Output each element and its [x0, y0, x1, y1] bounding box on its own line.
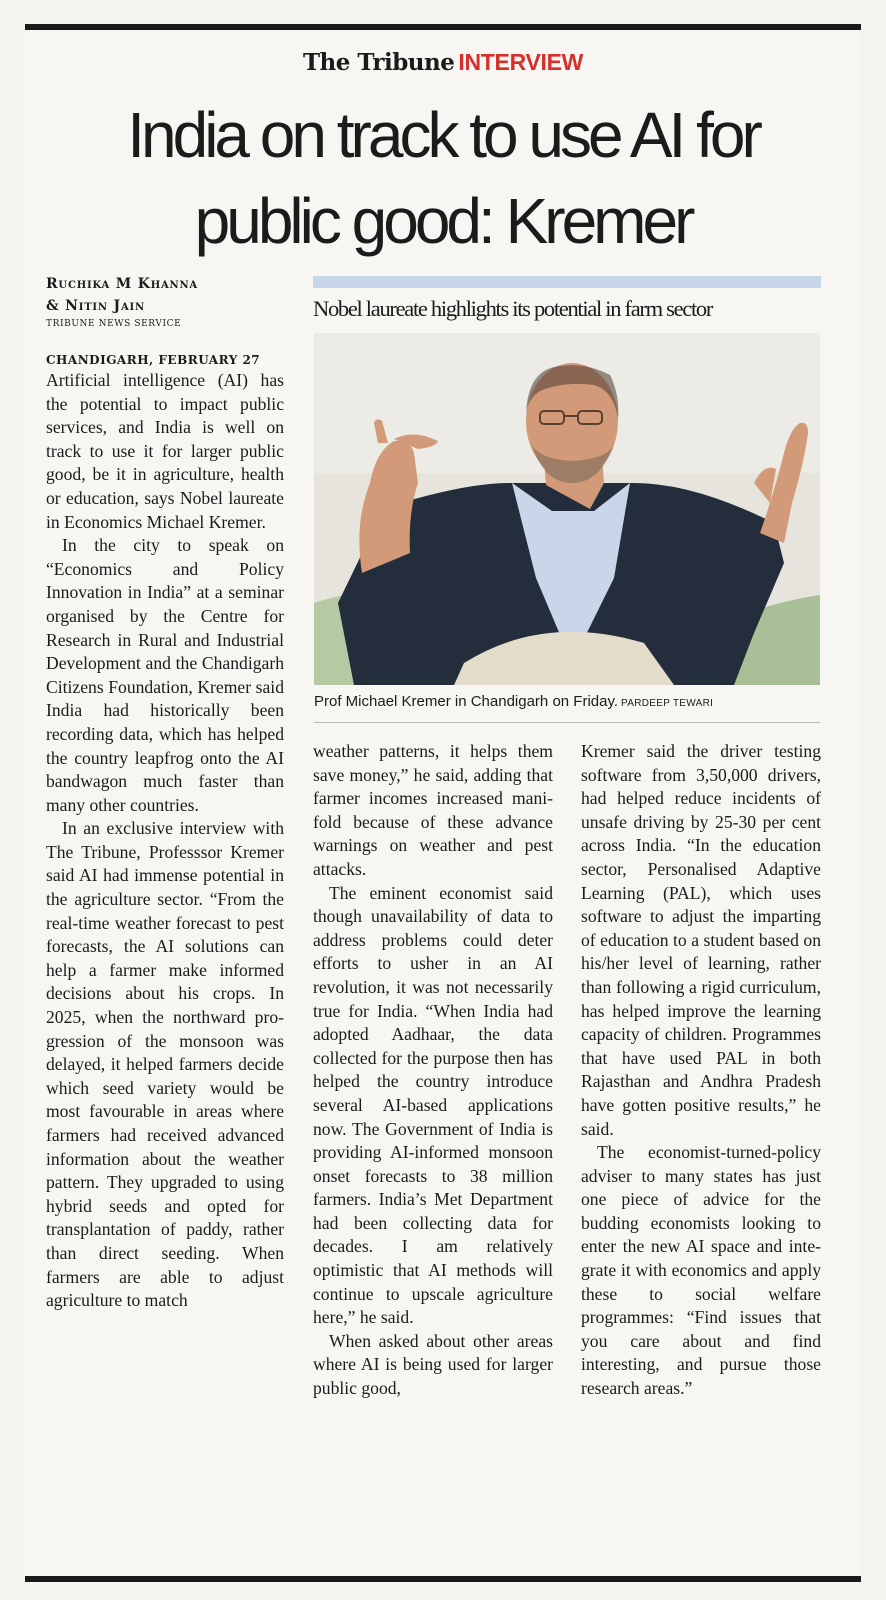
- article-column-1: [46, 351, 284, 1313]
- news-service: TRIBUNE NEWS SERVICE: [46, 319, 182, 329]
- paragraph: In an exclusive interview with The Tribune, Professsor Kremer said AI had immense potential in the agriculture sector. “From the real-time weather forecast to pest forecasts, the AI solutions can help a farmer make informed decisions about his crops. In 2025, when the northward progression of the monsoon was delayed, it helped farmers decide which seed variety would be most favourable in areas where farmers had received advanced information about the weather pattern. They upgraded to using hybrid seeds and opted for transplantation of paddy, rather than direct seeding. When farmers are able to adjust agriculture to match: [46, 818, 284, 1311]
- bottom-rule: [25, 1576, 861, 1582]
- subheadline: Nobel laureate highlights its potential in farm sector: [313, 296, 713, 321]
- dateline: CHANDIGARH, FEBRUARY 27: [46, 353, 261, 367]
- photo-caption: [314, 690, 820, 716]
- photo-caption-text: Prof Michael Kremer in Chandigarh on Friday.: [314, 693, 619, 710]
- article-column-3: [581, 740, 821, 1401]
- caption-rule: [314, 722, 820, 723]
- portrait-illustration: [314, 333, 820, 685]
- subhead-accent-bar: [313, 276, 821, 288]
- paragraph: In the city to speak on “Economics and Policy Innovation in India” at a seminar organised by the Centre for Research in Rural and Industrial Development and the Chandigarh Citizens Foundation, Kremer said India had historically been recording data, which has helped the country leapfrog onto the AI bandwagon much faster than many other countries.: [46, 535, 284, 815]
- masthead-brand: The Tribune: [302, 49, 455, 76]
- article-column-2: [313, 740, 553, 1401]
- paragraph: When asked about other areas where AI is being used for larger public good,: [313, 1330, 553, 1399]
- headline-line-1: India on track to use AI for: [127, 99, 759, 171]
- masthead-tag: INTERVIEW: [458, 49, 584, 75]
- masthead: [0, 48, 886, 77]
- paragraph: The economist-turned-policy adviser to many states has just one piece of advice for the budding economists looking to enter the new AI space and integrate it with economics and apply these to social welfare programmes: “Find issues that you care about and find interesting, and pursue those research areas.”: [581, 1142, 821, 1399]
- author-1: Ruchika M Khanna: [46, 276, 198, 292]
- photo-credit: PARDEEP TEWARI: [621, 698, 714, 709]
- byline: [46, 273, 296, 329]
- paragraph: Kremer said the driver testing software from 3,50,000 drivers, had helped reduce incidents of unsafe driving by 25-30 per cent across India. “In the education sector, Personalised Adaptive Learning (PAL), which uses software to adjust the imparting of education to a student based on his/her level of learning, rather than following a rigid curriculum, has helped improve the learning capacity of children. Programmes that have used PAL in both Rajasthan and Andhra Pradesh have gotten positive results,” he said.: [581, 741, 821, 1139]
- article-photo: [314, 333, 820, 685]
- paragraph: The eminent economist said though unavailability of data to address problems could deter efforts to usher in an AI revolution, it was not necessarily true for India. “When India had adopted Aadhaar, the data collected for the purpose then has helped the country introduce several AI-based applications now. The Government of India is providing AI-informed monsoon onset forecasts to 38 million farmers. India’s Met Department had been collecting data for decades. I am relatively optimistic that AI methods will continue to upscale agriculture here,” he said.: [313, 882, 553, 1328]
- paragraph: Artificial intelligence (AI) has the potential to impact public services, and India is well on track to use it for larger public good, be it in agriculture, health or education, says Nobel laureate in Economics Michael Kremer.: [46, 370, 284, 532]
- headline-line-2: public good: Kremer: [194, 185, 692, 257]
- paragraph: weather patterns, it helps them save money,” he said, adding that farmer incomes increased manifold because of these advance warnings on weather and pest attacks.: [313, 741, 553, 879]
- author-2: & Nitin Jain: [46, 298, 145, 314]
- headline: [30, 92, 856, 264]
- top-rule: [25, 24, 861, 30]
